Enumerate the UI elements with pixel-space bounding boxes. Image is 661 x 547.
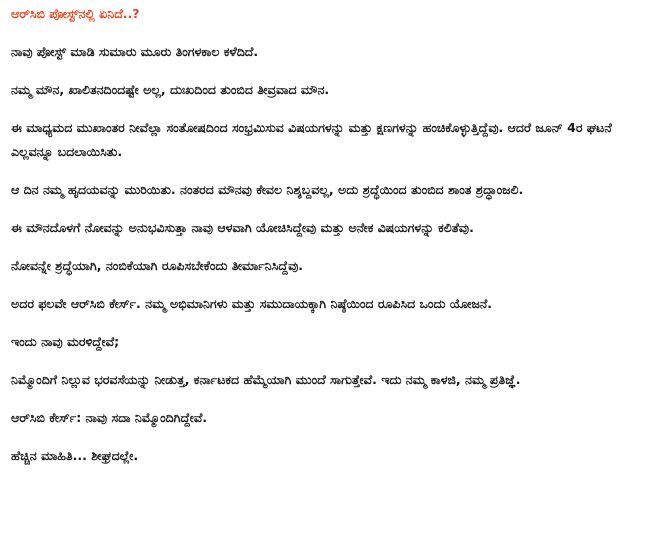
paragraph-1: ನಾವು ಪೋಸ್ಟ್ ಮಾಡಿ ಸುಮಾರು ಮೂರು ತಿಂಗಳಕಾಲ ಕಳೆದಿದೆ. (11, 44, 259, 59)
paragraph-8: ಇಂದು ನಾವು ಮರಳಿದ್ದೇವೆ; (11, 334, 120, 349)
paragraph-9: ನಿಮ್ಮೊಂದಿಗೆ ನಿಲ್ಲುವ ಭರವಸೆಯನ್ನು ನೀಡುತ್ತ, ಕರ್ನಾಟಕದ ಹೆಮ್ಮೆಯಾಗಿ ಮುಂದೆ ಸಾಗುತ್ತೇವೆ. ಇದು ನಮ್ಮ ಕಾಳಜಿ, ನಮ್ಮ ಪ್ರತಿಜ್ಞೆ. (11, 372, 521, 387)
article-title: ಆರ್‌ಸಿಬಿ ಪೋಸ್ಟ್‌ನಲ್ಲಿ ಏನಿದೆ..? (11, 6, 140, 21)
paragraph-7: ಅದರ ಫಲವೇ ಆರ್‌ಸಿಬಿ ಕೇರ್ಸ್. ನಮ್ಮ ಅಭಿಮಾನಿಗಳು ಮತ್ತು ಸಮುದಾಯಕ್ಕಾಗಿ ನಿಷ್ಠೆಯಿಂದ ರೂಪಿಸಿದ ಒಂದು ಯೋಜನೆ. (11, 296, 493, 311)
paragraph-5: ಈ ಮೌನದೊಳಗೆ ನೋವನ್ನು ಅನುಭವಿಸುತ್ತಾ ನಾವು ಆಳವಾಗಿ ಯೋಚಿಸಿದ್ದೇವು ಮತ್ತು ಅನೇಕ ವಿಷಯಗಳನ್ನು ಕಲಿತೆವು. (11, 220, 474, 235)
paragraph-10: ಆರ್‌ಸಿಬಿ ಕೇರ್ಸ್: ನಾವು ಸದಾ ನಿಮ್ಮೊಂದಿಗಿದ್ದೇವೆ. (11, 410, 208, 425)
paragraph-6: ನೋವನ್ನೇ ಶ್ರದ್ಧೆಯಾಗಿ, ನಂಬಿಕೆಯಾಗಿ ರೂಪಿಸಬೇಕೆಂದು ತೀರ್ಮಾನಿಸಿದ್ದೆವು. (11, 258, 304, 273)
paragraph-4: ಆ ದಿನ ನಮ್ಮ ಹೃದಯವನ್ನು ಮುರಿಯಿತು. ನಂತರದ ಮೌನವು ಕೇವಲ ನಿಶ್ಶಬ್ದವಲ್ಲ, ಅದು ಶ್ರದ್ಧೆಯಿಂದ ತುಂಬಿದ ಶಾಂತ ಶ್ರದ್ಧಾಂಜಲಿ. (11, 182, 524, 197)
paragraph-2: ನಮ್ಮ ಮೌನ, ಖಾಲಿತನದಿಂದಷ್ಟೇ ಅಲ್ಲ, ದುಃಖದಿಂದ ತುಂಬಿದ ತೀವ್ರವಾದ ಮೌನ. (11, 82, 330, 97)
paragraph-3: ಈ ಮಾಧ್ಯಮದ ಮುಖಾಂತರ ನೀವೆಲ್ಲಾ ಸಂತೋಷದಿಂದ ಸಂಭ್ರಮಿಸುವ ವಿಷಯಗಳನ್ನು ಮತ್ತು ಕ್ಷಣಗಳನ್ನು ಹಂಚಿಕೊಳ್ಳುತ್ತಿದ್ದೆವು. ಆದರೆ ಜೂನ್ 4ರ ಘಟನೆ ಎಲ್ಲವನ್ನೂ ಬದಲಾಯಿಸಿತು. (11, 120, 612, 159)
article (11, 6, 636, 482)
paragraph-11: ಹೆಚ್ಚಿನ ಮಾಹಿತಿ... ಶೀಘ್ರದಲ್ಲೇ. (11, 448, 139, 463)
